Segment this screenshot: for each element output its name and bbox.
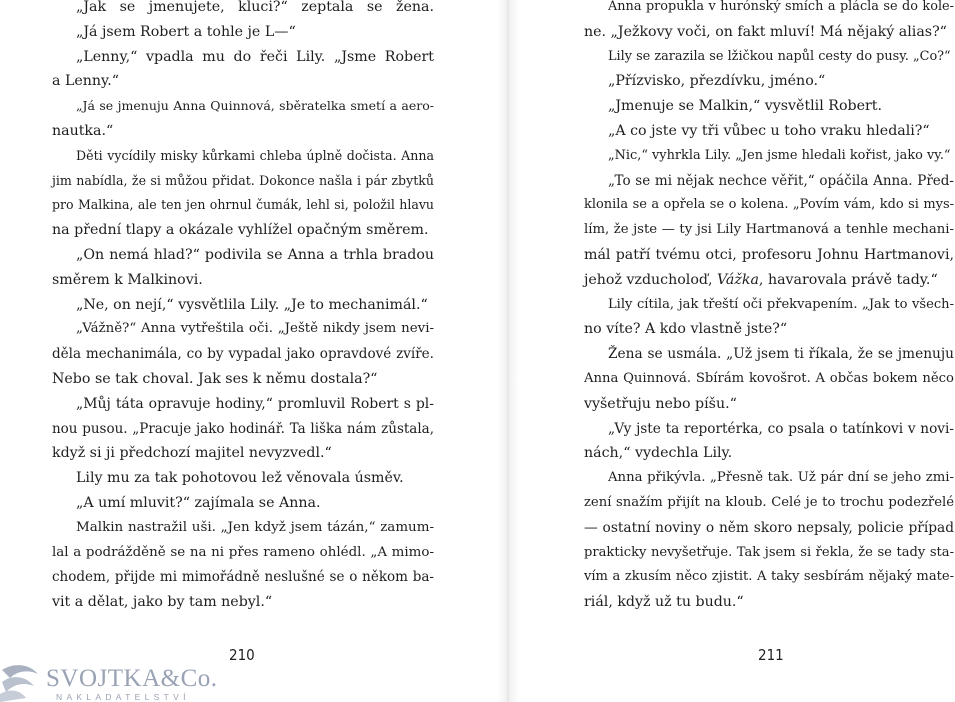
text-line: ne. „Ježkovy voči, on fakt mluví! Má nějaký alias?“ (584, 23, 947, 40)
text-line: Lily mu za tak pohotovou lež věnovala úsměv. (76, 470, 404, 487)
right-page (584, 0, 954, 615)
text-line: když si ji předchozí majitel nevyzvedl.“ (52, 445, 332, 462)
text-line: děla mechanimála, co by vypadal jako opravdové zvíře. (52, 346, 434, 363)
page-number-left: 210 (229, 646, 255, 664)
text-line: „Ne, on nejí,“ vysvětlila Lily. „Je to mechanimál.“ (76, 296, 428, 313)
text-line: klonila se a opřela se o kolena. „Povím vám, kdo si mys- (584, 197, 954, 213)
text-line: „Můj táta opravuje hodiny,“ promluvil Robert s pl- (76, 395, 434, 412)
text-line: lal a podrážděně se na ni přes rameno ohlédl. „A mimo- (52, 544, 434, 560)
text-line: nou pusou. „Pracuje jako hodinář. Ta liška nám zůstala, (52, 420, 434, 437)
text-line: Malkin nastražil uši. „Jen když jsem tázán,“ zamum- (76, 519, 434, 535)
text-line: vit a dělat, jako by tam nebyl.“ (52, 594, 273, 611)
left-page (52, 0, 434, 615)
text-line: Děti vycídily misky kůrkami chleba úplně dočista. Anna (76, 147, 434, 163)
text-line: „Jak se jmenujete, kluci?“ zeptala se žena. (76, 0, 434, 15)
text-line: „Vážně?“ Anna vytřeštila oči. „Ještě nikdy jsem nevi- (76, 321, 434, 337)
text-line: „On nemá hlad?“ podivila se Anna a trhla bradou (76, 246, 434, 263)
text-line: jim nabídla, že si můžou přidat. Dokonce našla i pár zbytků (52, 172, 434, 188)
text-line: Anna přikývla. „Přesně tak. Už pár dní se jeho zmi- (608, 470, 954, 486)
text-line: „Nic,“ vyhrkla Lily. „Jen jsme hledali kořist, jako vy.“ (608, 147, 951, 163)
text-line: pro Malkina, ale ten jen ohrnul čumák, lehl si, položil hlavu (52, 197, 434, 213)
text-line: „A co jste vy tři vůbec u toho vraku hledali?“ (608, 122, 930, 139)
book-gutter (497, 0, 519, 702)
text-line: „Přízvisko, přezdívku, jméno.“ (608, 73, 826, 90)
text-line: „To se mi nějak nechce věřit,“ opáčila Anna. Před- (608, 172, 954, 189)
swirl-icon (0, 665, 38, 702)
text-line: zení snažím přijít na kloub. Celé je to trochu podezřelé (584, 494, 954, 510)
text-line: nautka.“ (52, 122, 114, 139)
publisher-logo (0, 656, 218, 702)
page-number-right: 211 (758, 646, 784, 664)
text-line: Žena se usmála. „Už jsem ti říkala, že se jmenuju (608, 346, 954, 363)
text-line: „Lenny,“ vpadla mu do řeči Lily. „Jsme Robert (76, 48, 434, 65)
text-line: nách,“ vydechla Lily. (584, 445, 733, 462)
text-line: chodem, přijde mi mimořádně neslušné se o někom ba- (52, 569, 434, 586)
publisher-logo-graphic (0, 656, 218, 702)
publisher-logo-name: SVOJTKA&Co. (46, 665, 218, 692)
text-line: Anna propukla v hurónský smích a plácla se do kole- (608, 0, 954, 14)
text-line: vím a zkusím něco zjistit. A taky sesbírám nějaký mate- (584, 569, 954, 585)
airship-name: Vážka (716, 271, 759, 288)
text-line: vyšetřuju nebo píšu.“ (584, 395, 737, 412)
text-line: „Já se jmenuju Anna Quinnová, sběratelka smetí a aero- (76, 98, 434, 114)
text-line: směrem k Malkinovi. (52, 271, 203, 288)
text-line: „Já jsem Robert a tohle je L—“ (76, 23, 296, 40)
text-line: Lily se zarazila se lžičkou napůl cesty do pusy. „Co?“ (608, 48, 951, 64)
text-line: riál, když už tu budu.“ (584, 594, 744, 611)
text-line: „A umí mluvit?“ zajímala se Anna. (76, 494, 321, 511)
text-line: prakticky nevyšetřuje. Tak jsem si řekla, že se tady sta- (584, 544, 954, 560)
text-line: a Lenny.“ (52, 73, 119, 90)
text-line: — ostatní noviny o něm skoro nepsaly, policie případ (584, 519, 954, 536)
text-line: no víte? A kdo vlastně jste?“ (584, 321, 788, 338)
text-line: lím, že jste — ty jsi Lily Hartmanová a tenhle mechani- (584, 222, 954, 238)
text-line: jehož vzducholoď, Vážka, havarovala právě tady.“ (584, 271, 938, 288)
text-line: „Jmenuje se Malkin,“ vysvětlil Robert. (608, 98, 882, 115)
text-line: Lily cítila, jak třeští oči překvapením. „Jak to všech- (608, 296, 954, 312)
text-line: Anna Quinnová. Sbírám kovošrot. A občas bokem něco (584, 370, 954, 386)
text-line: mál patří tvému otci, profesoru Johnu Hartmanovi, (584, 246, 954, 263)
publisher-logo-subtitle: NAKLADATELSTVÍ (56, 692, 190, 702)
text-line: Nebo se tak choval. Jak ses k němu dostala?“ (52, 370, 378, 387)
text-line: na přední tlapy a okázale vyhlížel opačným směrem. (52, 222, 429, 239)
text-line: „Vy jste ta reportérka, co psala o tatínkovi v novi- (608, 420, 954, 437)
